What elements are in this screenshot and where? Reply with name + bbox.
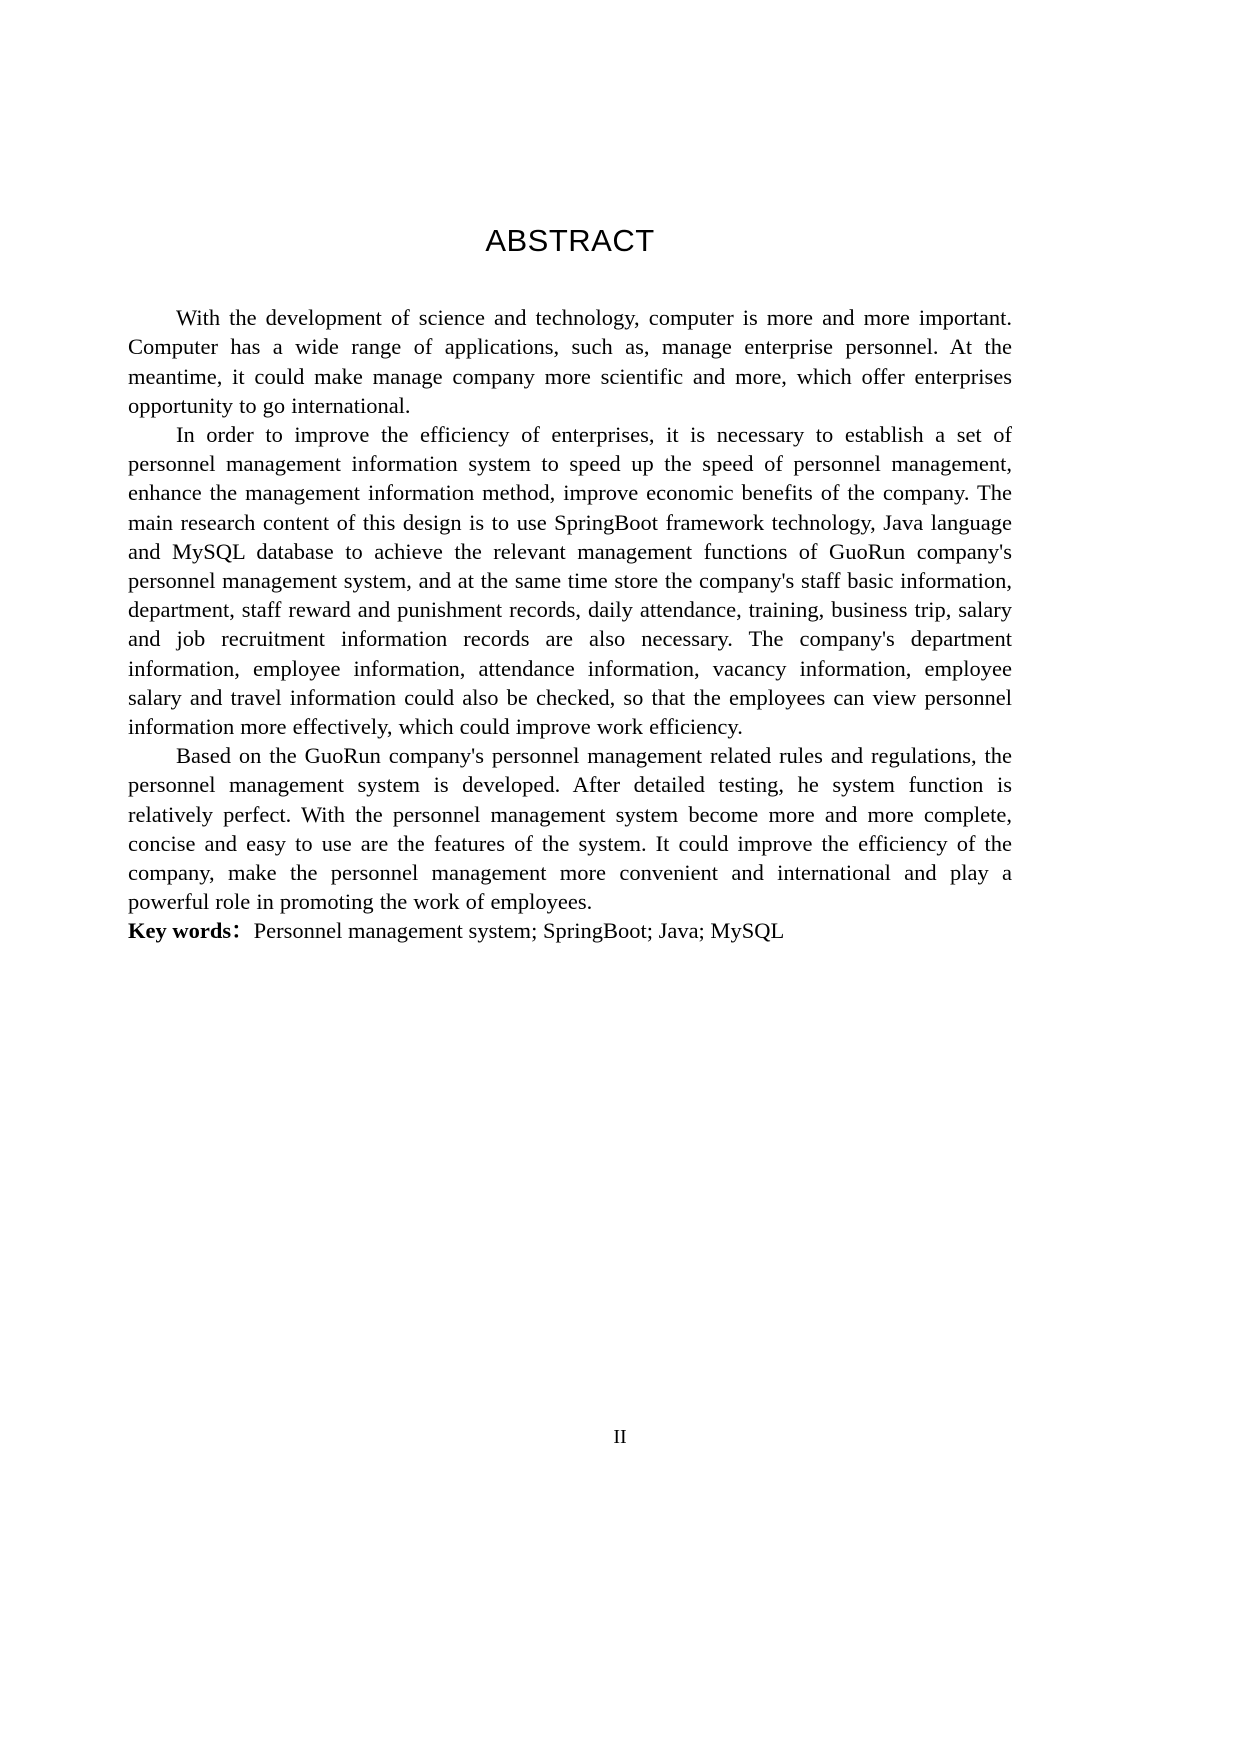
page-title: ABSTRACT bbox=[485, 223, 655, 258]
page-number: II bbox=[613, 1426, 627, 1448]
abstract-content bbox=[128, 222, 1012, 946]
abstract-paragraph-3: Based on the GuoRun company's personnel management related rules and regulations, the personnel management system is developed. After detailed testing, he system function is relatively perfect. With the personnel management system become more and more complete, concise and easy to use are the features of the system. It could improve the efficiency of the company, make the personnel management more convenient and international and play a powerful role in promoting the work of employees. bbox=[128, 743, 1012, 915]
abstract-paragraph-2: In order to improve the efficiency of enterprises, it is necessary to establish a set of personnel management information system to speed up the speed of personnel management, enhance the management information method, improve economic benefits of the company. The main research content of this design is to use SpringBoot framework technology, Java language and MySQL database to achieve the relevant management functions of GuoRun company's personnel management system, and at the same time store the company's staff basic information, department, staff reward and punishment records, daily attendance, training, business trip, salary and job recruitment information records are also necessary. The company's department information, employee information, attendance information, vacancy information, employee salary and travel information could also be checked, so that the employees can view personnel information more effectively, which could improve work efficiency. bbox=[128, 422, 1012, 740]
abstract-paragraph-1: With the development of science and technology, computer is more and more important. Computer has a wide range of applications, such as, manage enterprise personnel. At the meantime, it could make manage company more scientific and more, which offer enterprises opportunity to go international. bbox=[128, 305, 1012, 418]
keywords-value: Personnel management system; SpringBoot; Java; MySQL bbox=[253, 918, 785, 944]
keywords-label: Key words： bbox=[128, 918, 254, 944]
keywords-line bbox=[128, 916, 1012, 945]
